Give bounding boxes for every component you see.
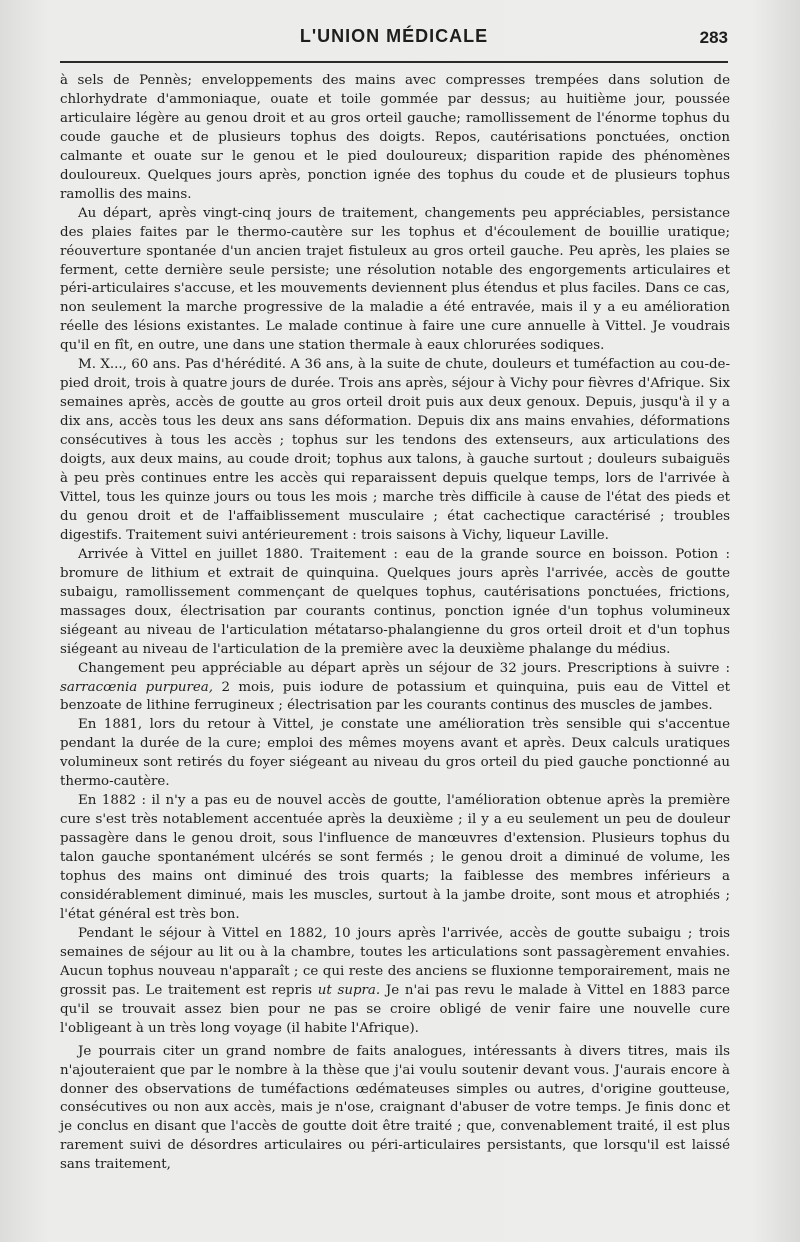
paragraph (60, 925, 730, 1039)
running-title: L'UNION MÉDICALE (299, 26, 489, 46)
paragraph: M. X..., 60 ans. Pas d'hérédité. A 36 ans, à la suite de chute, douleurs et tuméfaction au cou-de-pied droit, trois à quatre jours de durée. Trois ans après, séjour à Vichy pour fièvres d'Afrique. Six semaines après, accès de goutte au gros orteil droit puis aux deux genoux. Depuis, jusqu'à il y a dix ans, accès tous les deux ans sans déformation. Depuis dix ans mains envahies, déformations consécutives à tous les accès ; tophus sur les tendons des extenseurs, aux articulations des doigts, aux deux mains, au coude droit; tophus aux talons, à gauche surtout ; douleurs subaiguës à peu près continues entre les accès qui reparaissent depuis quelque temps, lors de l'arrivée à Vittel, tous les quinze jours ou tous les mois ; marche très difficile à cause de l'état des pieds et du genou droit et de l'affaiblissement musculaire ; état cachectique caractérisé ; troubles digestifs. Traitement suivi antérieurement : trois saisons à Vichy, liqueur Laville. (60, 357, 730, 543)
paragraph: à sels de Pennès; enveloppements des mains avec compresses trempées dans solution de chlorhydrate d'ammoniaque, ouate et toile gommée par dessus; au huitième jour, poussée articulaire légère au genou droit et au gros orteil gauche; ramollissement de l'énorme tophus du coude gauche et de plusieurs tophus des doigts. Repos, cautérisations ponctuées, onction calmante et ouate sur le genou et le pied douloureux; disparition rapide des phénomènes douloureux. Quelques jours après, ponction ignée des tophus du coude et de plusieurs tophus ramollis des mains. (60, 73, 730, 202)
paragraph: Je pourrais citer un grand nombre de faits analogues, intéressants à divers titres, mais ils n'ajouteraient que par le nombre à la thèse que j'ai voulu soutenir devant vous. J'aurais encore à donner des observations de tuméfactions œdémateuses simples ou autres, d'origine goutteuse, consécutives ou non aux accès, mais je n'ose, craignant d'abuser de votre temps. Je finis donc et je conclus en disant que l'accès de goutte doit être traité ; que, convenablement traité, il est plus rarement suivi de désordres articulaires ou péri-articulaires persistants, que lorsqu'il est laissé sans traitement, (60, 1043, 730, 1173)
article-body (60, 72, 730, 1175)
paragraph-text: Pendant le séjour à Vittel en 1882, 10 jours après l'arrivée, accès de goutte subaigu ; trois semaines de séjour au lit ou à la chambre, toutes les articulations sont passagèrement envahies. Aucun tophus nouveau n'apparaît ; ce qui reste des anciens se fluxionne temporairement, mais ne grossit pas. Le traitement est repris (60, 925, 730, 998)
italic-term: sarracœnia purpurea, (60, 679, 214, 695)
paragraph: En 1882 : il n'y a pas eu de nouvel accès de goutte, l'amélioration obtenue après la première cure s'est très notablement accentuée après la deuxième ; il y a eu seulement un peu de douleur passagère dans le genou droit, sous l'influence de manœuvres d'extension. Plusieurs tophus du talon gauche spontanément ulcérés se sont fermés ; le genou droit a diminué de volume, les tophus des mains ont diminué des trois quarts; la faiblesse des membres inférieurs a considérablement diminué, mais les muscles, surtout à la jambe droite, sont mous et atrophiés ; l'état général est très bon. (60, 793, 730, 922)
paragraph: Au départ, après vingt-cinq jours de traitement, changements peu appréciables, persistance des plaies faites par le thermo-cautère sur les tophus et d'écoulement de bouillie uratique; réouverture spontanée d'un ancien trajet fistuleux au gros orteil gauche. Peu après, les plaies se ferment, cette dernière seule persiste; une résolution notable des engorgements articulaires et péri-articulaires s'accuse, et les mouvements deviennent plus étendus et plus faciles. Dans ce cas, non seulement la marche progressive de la maladie a été entravée, mais il y a eu amélioration réelle des lésions existantes. Le malade continue à faire une cure annuelle à Vittel. Je voudrais qu'il en fît, en outre, une dans une station thermale à eaux chlorurées sodiques. (60, 205, 730, 354)
italic-term: ut supra. (317, 982, 381, 998)
paragraph-text: 2 mois, puis iodure de potassium et quinquina, puis eau de Vittel et benzoate de lithine ferrugineux ; électrisation par les courants continus des muscles de jambes. (60, 679, 731, 714)
paragraph-text: Je n'ai pas revu le malade à Vittel en 1883 parce qu'il se trouvait assez bien pour ne pas se croire obligé de venir faire une nouvelle cure l'obligeant à un très long voyage (il habite l'Afrique). (60, 982, 730, 1036)
paragraph: En 1881, lors du retour à Vittel, je constate une amélioration très sensible qui s'accentue pendant la durée de la cure; emploi des mêmes moyens avant et après. Deux calculs uratiques volumineux sont retirés du foyer siégeant au niveau du gros orteil du pied gauche ponctionné au thermo-cautère. (60, 717, 730, 790)
page-header (60, 26, 728, 52)
paragraph (60, 660, 730, 717)
header-rule (60, 61, 728, 63)
page-number: 283 (699, 28, 728, 47)
paragraph-text: Changement peu appréciable au départ après un séjour de 32 jours. Prescriptions à suivre : (78, 660, 730, 676)
paragraph: Arrivée à Vittel en juillet 1880. Traitement : eau de la grande source en boisson. Potion : bromure de lithium et extrait de quinquina. Quelques jours après l'arrivée, accès de goutte subaigu, ramollissement commençant de quelques tophus, cautérisations ponctuées, frictions, massages doux, électrisation par courants continus, ponction ignée d'un tophus volumineux siégeant au niveau de l'articulation métatarso-phalangienne du gros orteil droit et d'un tophus siégeant au niveau de l'articulation de la première avec la deuxième phalange du médius. (60, 546, 730, 657)
